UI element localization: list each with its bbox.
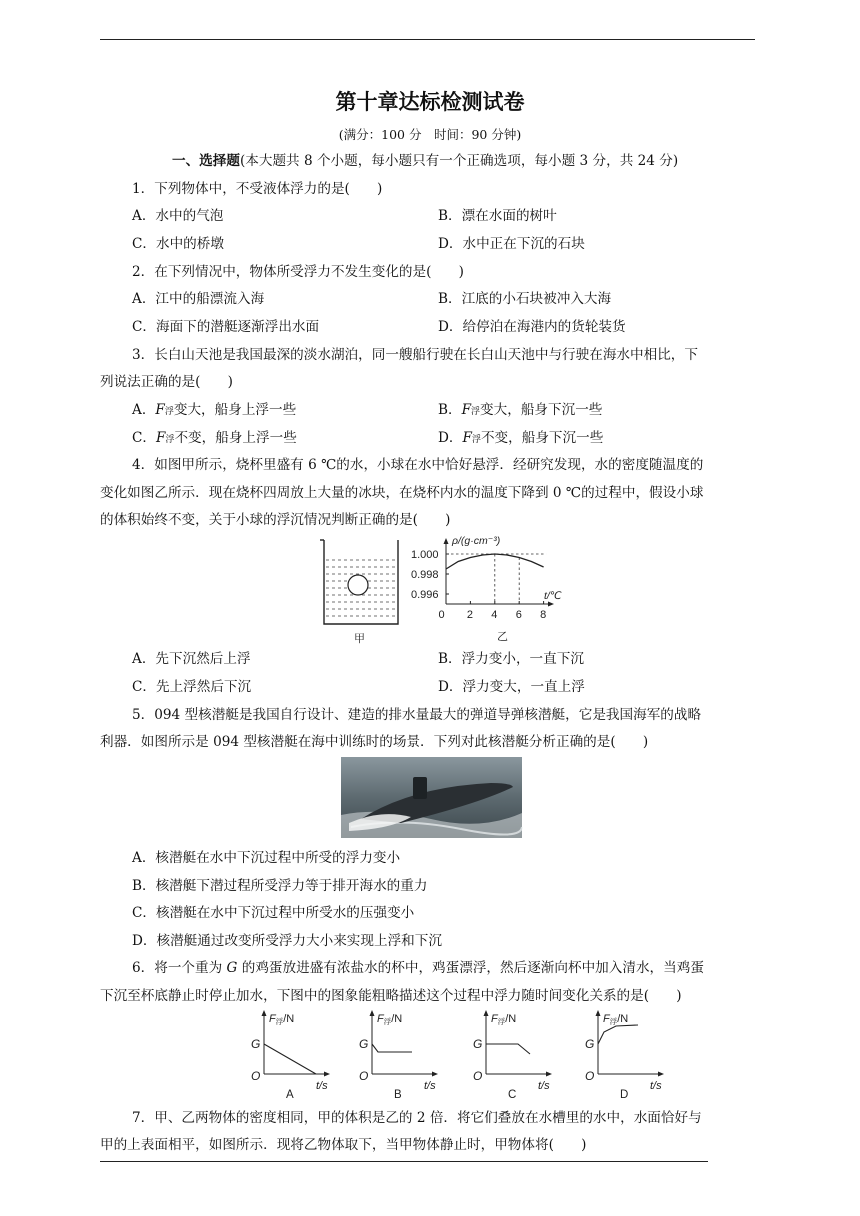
q1-option-d: D．水中正在下沉的石块 xyxy=(438,236,585,252)
q7-stem-line1: 7．甲、乙两物体的密度相同，甲的体积是乙的 2 倍．将它们叠放在水槽里的水中，水面恰好与 xyxy=(132,1110,702,1126)
q6-graphs xyxy=(230,1008,660,1100)
q3-option-c xyxy=(132,429,297,449)
y-axis-label: F浮/N xyxy=(603,1013,629,1026)
f-subscript: 浮 xyxy=(471,407,481,417)
buoyancy-graph-a xyxy=(251,1010,330,1101)
q4-option-a: A．先下沉然后上浮 xyxy=(132,651,251,667)
f-symbol: F xyxy=(156,430,166,446)
f-subscript: 浮 xyxy=(471,435,481,445)
g-symbol: G xyxy=(226,960,238,976)
section-heading-note: (本大题共 8 个小题，每小题只有一个正确选项，每小题 3 分，共 24 分) xyxy=(239,153,679,169)
x-tick-label: 8 xyxy=(540,609,547,621)
origin-label: O xyxy=(473,1069,483,1083)
fig-label-yi: 乙 xyxy=(497,631,508,643)
y-tick-label: 0.996 xyxy=(411,589,439,601)
q5-stem-line1: 5．094 型核潜艇是我国自行设计、建造的排水量最大的弹道导弹核潜艇，它是我国海军的战略 xyxy=(132,707,702,723)
q3-option-a-label: A． xyxy=(132,402,156,418)
x-axis-label: t/s xyxy=(538,1080,550,1092)
origin-label: O xyxy=(585,1069,595,1083)
x-axis-label: t/s xyxy=(316,1080,328,1092)
q5-option-d: D．核潜艇通过改变所受浮力大小来实现上浮和下沉 xyxy=(132,933,442,949)
y-axis-arrow xyxy=(596,1010,601,1016)
section-heading xyxy=(172,152,678,170)
x-axis-arrow xyxy=(546,1072,552,1077)
y-tick-label: 0.998 xyxy=(411,569,439,581)
q4-option-b: B．浮力变小，一直下沉 xyxy=(438,651,584,667)
y-axis-arrow xyxy=(370,1010,375,1016)
header-rule xyxy=(100,39,755,40)
graph-letter: B xyxy=(394,1089,402,1101)
graph-letter: C xyxy=(508,1089,517,1101)
y-axis-arrow xyxy=(262,1010,267,1016)
ball xyxy=(348,575,368,595)
buoyancy-graph-b xyxy=(359,1010,438,1101)
x-axis-arrow xyxy=(658,1072,664,1077)
q3-option-d-text: 不变，船身下沉一些 xyxy=(480,430,604,446)
x-axis-arrow xyxy=(432,1072,438,1077)
section-heading-label: 一、选择题 xyxy=(172,153,240,169)
q3-option-a-text: 变大，船身上浮一些 xyxy=(173,402,297,418)
origin-label: O xyxy=(359,1069,369,1083)
q3-option-d xyxy=(438,429,603,449)
density-chart xyxy=(411,535,562,643)
q6-stem-line1-b: 的鸡蛋放进盛有浓盐水的杯中，鸡蛋漂浮，然后逐渐向杯中加入清水，当鸡蛋 xyxy=(237,960,704,976)
q4-option-d: D．浮力变大，一直上浮 xyxy=(438,679,585,695)
buoyancy-graph-d xyxy=(585,1010,664,1101)
f-symbol: F xyxy=(462,430,472,446)
buoyancy-curve xyxy=(486,1044,530,1054)
f-subscript: 浮 xyxy=(164,407,174,417)
q2-option-c: C．海面下的潜艇逐渐浮出水面 xyxy=(132,319,320,335)
q2-option-b: B．江底的小石块被冲入大海 xyxy=(438,291,612,307)
q3-option-c-text: 不变，船身上浮一些 xyxy=(174,430,297,446)
x-tick-label: 2 xyxy=(466,609,474,621)
q6-stem-line1 xyxy=(132,959,704,977)
g-label: G xyxy=(251,1037,261,1051)
fig-label-jia: 甲 xyxy=(354,633,365,645)
y-axis-label: ρ/(g·cm⁻³) xyxy=(452,535,501,547)
q4-stem-line1: 4．如图甲所示，烧杯里盛有 6 ℃的水，小球在水中恰好悬浮．经研究发现，水的密度随温度的 xyxy=(132,457,704,473)
q1-option-c: C．水中的桥墩 xyxy=(132,236,224,252)
beaker-figure xyxy=(320,540,398,645)
q3-stem-line1: 3．长白山天池是我国最深的淡水湖泊，同一艘船行驶在长白山天池中与行驶在海水中相比，下 xyxy=(132,347,698,363)
q3-option-c-label: C． xyxy=(132,430,156,446)
x-axis-arrow xyxy=(548,602,554,607)
q2-option-d: D．给停泊在海港内的货轮装货 xyxy=(438,319,626,335)
g-label: G xyxy=(585,1037,595,1051)
q4-stem-line3: 的体积始终不变，关于小球的浮沉情况判断正确的是( ) xyxy=(100,512,451,528)
page-title: 第十章达标检测试卷 xyxy=(335,90,525,114)
g-label: G xyxy=(473,1037,483,1051)
submarine-photo xyxy=(341,757,522,838)
buoyancy-curve xyxy=(598,1025,638,1044)
q3-stem-line2: 列说法正确的是( ) xyxy=(100,374,233,390)
buoyancy-curve xyxy=(372,1044,412,1052)
q4-stem-line2: 变化如图乙所示．现在烧杯四周放上大量的冰块，在烧杯内水的温度下降到 0 ℃的过程中，假设小球 xyxy=(100,485,704,501)
y-axis-label: F浮/N xyxy=(491,1013,517,1026)
x-axis-arrow xyxy=(324,1072,330,1077)
q3-option-b xyxy=(438,401,602,421)
q1-option-b: B．漂在水面的树叶 xyxy=(438,208,557,224)
q6-stem-line2: 下沉至杯底静止时停止加水，下图中的图象能粗略描述这个过程中浮力随时间变化关系的是( ) xyxy=(100,988,682,1004)
y-tick-label: 1.000 xyxy=(411,549,439,561)
q4-option-c: C．先上浮然后下沉 xyxy=(132,679,252,695)
x-axis-label: t/s xyxy=(650,1080,662,1092)
graph-letter: D xyxy=(620,1089,629,1101)
x-tick-label: 0 xyxy=(438,609,445,621)
q5-stem-line2: 利器．如图所示是 094 型核潜艇在海中训练时的场景．下列对此核潜艇分析正确的是( ) xyxy=(100,734,649,750)
y-axis-arrow xyxy=(444,538,449,544)
q2-option-a: A．江中的船漂流入海 xyxy=(132,291,265,307)
q4-figures xyxy=(310,532,570,644)
buoyancy-graph-c xyxy=(473,1010,552,1101)
q7-stem-line2: 甲的上表面相平，如图所示．现将乙物体取下，当甲物体静止时，甲物体将( ) xyxy=(100,1137,587,1153)
buoyancy-curve xyxy=(264,1044,316,1074)
q2-stem: 2．在下列情况中，物体所受浮力不发生变化的是( ) xyxy=(132,264,464,280)
origin-label: O xyxy=(251,1069,261,1083)
q3-option-a xyxy=(132,401,296,421)
f-symbol: F xyxy=(461,402,472,418)
q6-stem-line1-a: 6．将一个重为 xyxy=(132,960,227,976)
f-symbol: F xyxy=(155,402,165,418)
footer-rule xyxy=(100,1161,708,1162)
q3-option-b-text: 变大，船身下沉一些 xyxy=(480,402,603,418)
x-axis-label: t/s xyxy=(424,1080,436,1092)
submarine-sail xyxy=(413,777,427,799)
y-axis-arrow xyxy=(484,1010,489,1016)
f-subscript: 浮 xyxy=(165,435,175,445)
q5-option-b: B．核潜艇下潜过程所受浮力等于排开海水的重力 xyxy=(132,878,428,894)
q5-option-c: C．核潜艇在水中下沉过程中所受水的压强变小 xyxy=(132,905,415,921)
q5-option-a: A．核潜艇在水中下沉过程中所受的浮力变小 xyxy=(132,850,401,866)
y-axis-label: F浮/N xyxy=(377,1013,403,1026)
graph-letter: A xyxy=(286,1089,294,1101)
q1-option-a: A．水中的气泡 xyxy=(132,208,224,224)
q1-stem: 1．下列物体中，不受液体浮力的是( ) xyxy=(132,181,383,197)
g-label: G xyxy=(359,1037,369,1051)
x-tick-label: 6 xyxy=(515,609,522,621)
q3-option-b-label: B． xyxy=(438,402,462,418)
y-axis-label: F浮/N xyxy=(269,1013,295,1026)
x-axis-label: t/℃ xyxy=(544,590,562,602)
exam-subtitle: (满分：100 分 时间：90 分钟) xyxy=(338,127,522,142)
q3-option-d-label: D． xyxy=(438,430,463,446)
x-tick-label: 4 xyxy=(491,609,498,621)
